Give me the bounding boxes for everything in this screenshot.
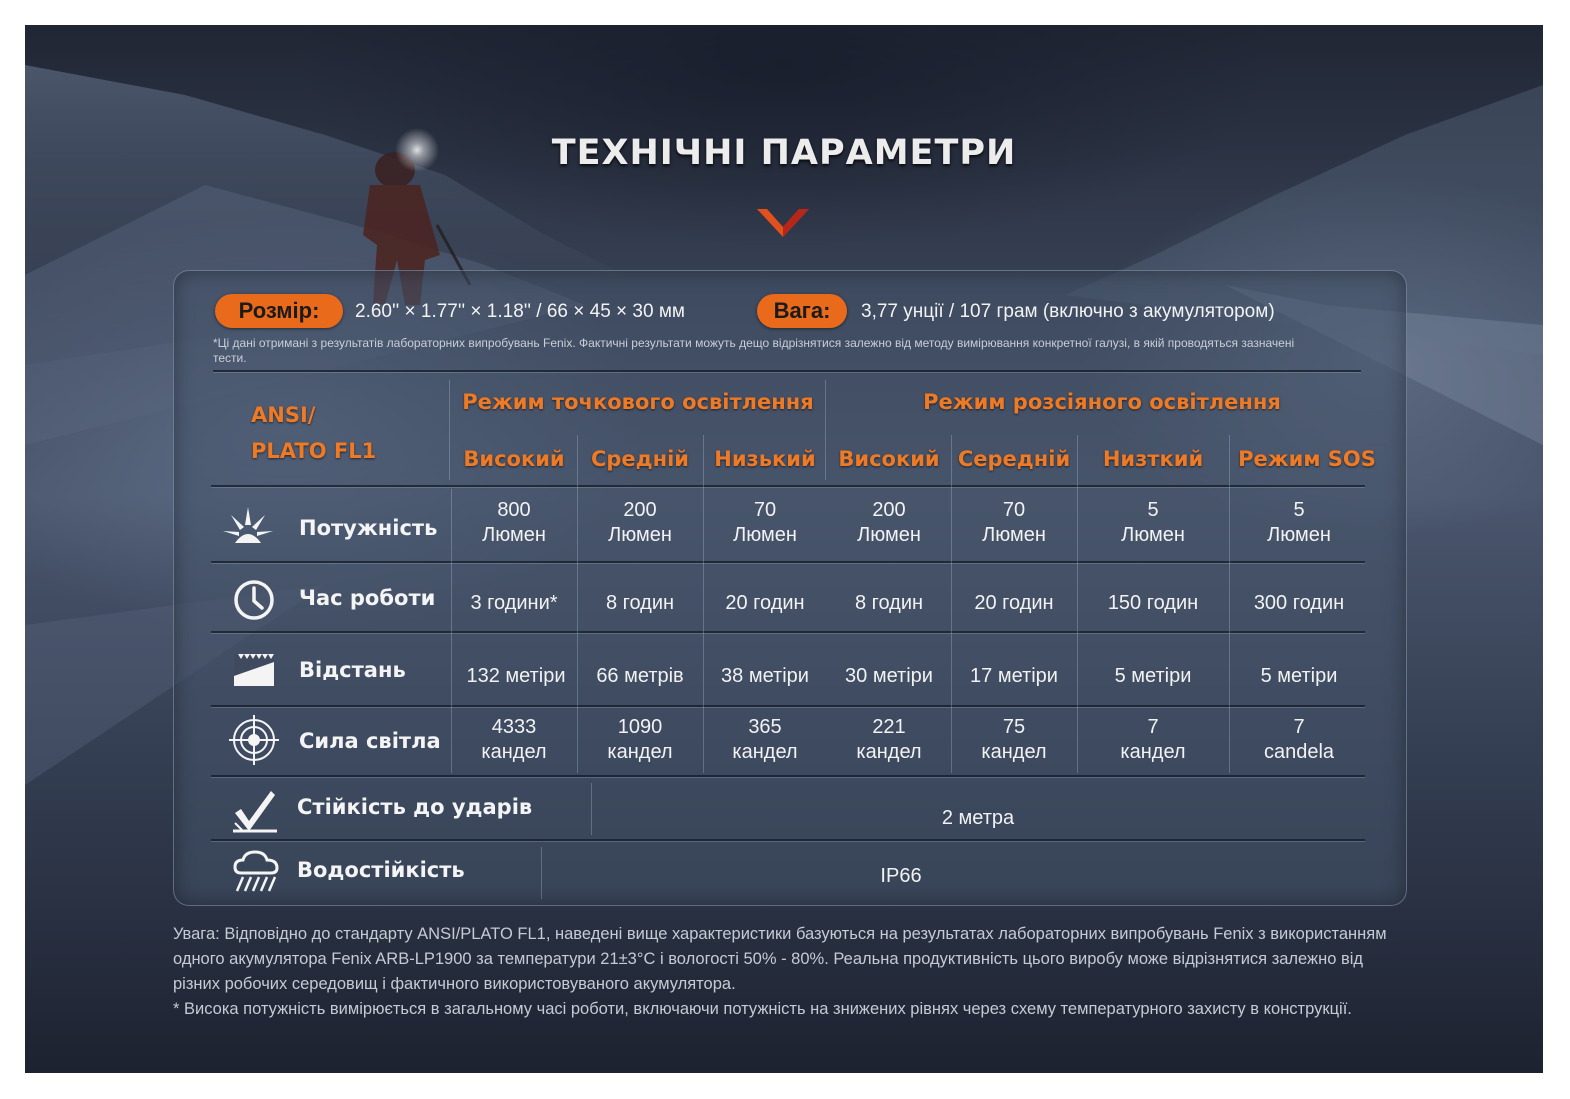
intensity-cell: 221 кандел bbox=[856, 716, 922, 763]
intensity-cell: 1090 кандел bbox=[607, 716, 673, 763]
distance-cell: 132 метіри bbox=[466, 665, 566, 687]
divider bbox=[449, 380, 450, 480]
weight-value: 3,77 унції / 107 грам (включно з акумулятором) bbox=[861, 301, 1275, 322]
chevron-down-icon bbox=[755, 205, 811, 241]
mode-header: Низький bbox=[714, 447, 816, 471]
target-icon bbox=[229, 715, 279, 765]
power-cell: 70 Люмен bbox=[982, 499, 1046, 546]
distance-cell: 5 метіри bbox=[1114, 665, 1192, 687]
divider bbox=[213, 370, 1361, 372]
clock-icon bbox=[229, 575, 279, 625]
power-cell: 200 Люмен bbox=[857, 499, 921, 546]
mode-header: Режим SOS bbox=[1238, 447, 1376, 471]
size-value: 2.60'' × 1.77'' × 1.18'' / 66 × 45 × 30 мм bbox=[355, 301, 685, 322]
row-divider bbox=[211, 839, 1365, 841]
impact-check-icon bbox=[229, 787, 279, 837]
spec-poster bbox=[25, 25, 1543, 1073]
row-divider bbox=[211, 775, 1365, 777]
size-badge: Розмір: bbox=[215, 294, 343, 328]
mode-header: Високий bbox=[463, 447, 565, 471]
runtime-cell: 3 години* bbox=[470, 592, 558, 614]
power-cell: 70 Люмен bbox=[733, 499, 797, 546]
distance-cell: 38 метіри bbox=[721, 665, 809, 687]
standard-label bbox=[251, 397, 376, 469]
beam-distance-icon bbox=[229, 645, 279, 695]
intensity-cell: 7 кандел bbox=[1120, 716, 1186, 763]
row-label-runtime: Час роботи bbox=[299, 586, 436, 610]
row-divider bbox=[211, 561, 1365, 563]
row-label-intensity: Сила світла bbox=[299, 729, 441, 753]
row-label-impact: Стійкість до ударів bbox=[297, 795, 533, 819]
group-spot-header: Режим точкового освітлення bbox=[462, 390, 814, 414]
runtime-cell: 300 годин bbox=[1253, 592, 1345, 614]
standard-line-1: ANSI/ bbox=[251, 403, 316, 427]
runtime-cell: 20 годин bbox=[725, 592, 805, 614]
intensity-cell: 7 candela bbox=[1263, 716, 1335, 763]
row-divider bbox=[211, 485, 1365, 487]
distance-cell: 30 метіри bbox=[845, 665, 933, 687]
mode-header: Високий bbox=[838, 447, 940, 471]
group-flood-header: Режим розсіяного освітлення bbox=[923, 390, 1281, 414]
power-cell: 800 Люмен bbox=[482, 499, 546, 546]
footer-note-2: * Висока потужність вимірюється в загальному часі роботи, включаючи потужність на знижених рівнях через схему температурного захисту в конструкції. bbox=[173, 1000, 1352, 1018]
row-label-distance: Відстань bbox=[299, 658, 406, 682]
intensity-cell: 4333 кандел bbox=[481, 716, 547, 763]
distance-cell: 17 метіри bbox=[970, 665, 1058, 687]
distance-cell: 66 метрів bbox=[596, 665, 684, 687]
rain-cloud-icon bbox=[231, 847, 281, 897]
footer-notes bbox=[173, 922, 1403, 1022]
water-value: IP66 bbox=[880, 865, 922, 887]
impact-value: 2 метра bbox=[941, 807, 1015, 829]
standard-line-2: PLATO FL1 bbox=[251, 439, 377, 463]
page-title: ТЕХНІЧНІ ПАРАМЕТРИ bbox=[551, 133, 1017, 173]
row-divider bbox=[211, 631, 1365, 633]
sunburst-icon bbox=[223, 503, 273, 553]
runtime-cell: 20 годин bbox=[974, 592, 1054, 614]
weight-badge: Вага: bbox=[757, 294, 847, 328]
runtime-cell: 150 годин bbox=[1107, 592, 1199, 614]
mode-header: Средній bbox=[590, 447, 690, 471]
mode-header: Низткий bbox=[1102, 447, 1204, 471]
row-label-water: Водостійкість bbox=[297, 858, 465, 882]
runtime-cell: 8 годин bbox=[605, 592, 675, 614]
footer-note-1: Увага: Відповідно до стандарту ANSI/PLATO FL1, наведені вище характеристики базуються на результатах лабораторних випробувань Fenix з використанням одного акумулятора Fenix ARB-LP1900 за температури 21±3°C і вологості 50% - 80%. Реальна продуктивність цього виробу може відрізнятися залежно від різних робочих середовищ і фактичного використовуваного акумулятора. bbox=[173, 925, 1387, 993]
row-label-power: Потужність bbox=[299, 516, 438, 540]
runtime-cell: 8 годин bbox=[854, 592, 924, 614]
power-cell: 5 Люмен bbox=[1267, 499, 1331, 546]
intensity-cell: 365 кандел bbox=[732, 716, 798, 763]
power-cell: 5 Люмен bbox=[1121, 499, 1185, 546]
mode-header: Середній bbox=[957, 447, 1071, 471]
power-cell: 200 Люмен bbox=[608, 499, 672, 546]
distance-cell: 5 метіри bbox=[1260, 665, 1338, 687]
intensity-cell: 75 кандел bbox=[981, 716, 1047, 763]
lab-note: *Ці дані отримані з результатів лабораторних випробувань Fenix. Фактичні результати можуть дещо відрізнятися залежно від методу вимірювання конкретної галузі, в якій проводяться зазначені тести. bbox=[213, 336, 1295, 365]
row-divider bbox=[211, 705, 1365, 707]
